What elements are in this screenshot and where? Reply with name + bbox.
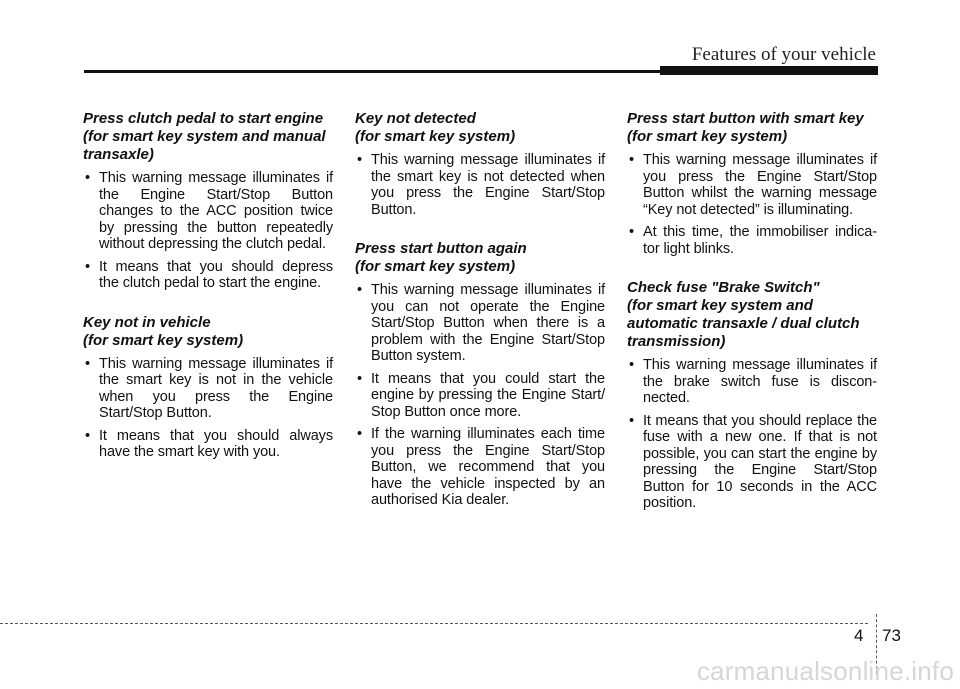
section-key-not-in-vehicle [83,314,333,461]
heading-line: transaxle) [83,146,154,163]
heading-line: Key not in vehicle [83,313,211,331]
bullet-item: • This warning message illuminates if you can not operate the Engine Start/Stop Button when there is a problem with the Engine Start/Stop Button system. [355,282,605,365]
page-header-title: Features of your vehicle [691,44,876,65]
bullet-list [83,356,333,461]
bullet-item: • It means that you should depress the clutch pedal to start the engine. [83,259,333,292]
section-clutch-pedal [83,110,333,292]
watermark: carmanualsonline.info [696,656,954,686]
heading-line: (for smart key system and manual [83,128,326,145]
bullet-list [83,170,333,292]
heading-line: automatic transaxle / dual clutch [627,315,860,332]
bullet-item: • It means that you should replace the fuse with a new one. If that is not possible, you can start the engine by pressing the Engine Start/Stop Button for 10 seconds in the ACC position. [627,413,877,512]
bullet-list [627,152,877,257]
heading-line: (for smart key system) [627,128,788,145]
section-press-start-again [355,240,605,509]
header-rule-accent [660,66,878,75]
bullet-item: • It means that you could start the engine by pressing the Engine Start/ Stop Button once more. [355,371,605,421]
heading-line: (for smart key system) [355,128,516,145]
section-heading [627,110,877,146]
section-heading [83,314,333,350]
heading-line: Press start button again [355,240,527,257]
heading-line: Press start button with smart key [627,110,864,127]
bullet-list [355,282,605,509]
heading-line: (for smart key system) [83,331,244,349]
heading-line: Key not detected [355,110,476,127]
heading-line: (for smart key system) [355,258,516,275]
heading-line: transmission) [627,333,726,350]
heading-line: (for smart key system and [627,297,813,314]
heading-line: Press clutch pedal to start engine [83,110,324,127]
section-press-start-smart-key [627,110,877,257]
section-heading [355,240,605,276]
column-1 [83,110,333,483]
bullet-item: • This warning message illuminates if the smart key is not detected when you press the Engine Start/Stop Button. [355,152,605,218]
section-heading [627,279,877,351]
chapter-number: 4 [854,626,864,645]
section-check-fuse [627,279,877,512]
bullet-item: • This warning message illuminates if the smart key is not in the vehicle when you press the Engine Start/Stop Button. [83,356,333,422]
page-number: 73 [882,626,901,645]
bullet-item: • If the warning illuminates each time you press the Engine Start/Stop Button, we recommend that you have the vehicle inspected by an authorised Kia dealer. [355,426,605,509]
bullet-item: • This warning message illuminates if the brake switch fuse is discon-nected. [627,357,877,407]
bullet-item: • It means that you should always have the smart key with you. [83,428,333,461]
column-3 [627,110,877,534]
bullet-list [355,152,605,218]
section-key-not-detected [355,110,605,218]
heading-line: Check fuse "Brake Switch" [627,279,820,296]
bullet-item: • This warning message illuminates if the Engine Start/Stop Button changes to the ACC position twice by pressing the button repeatedly without depressing the clutch pedal. [83,170,333,253]
bullet-item: • At this time, the immobiliser indica-tor light blinks. [627,224,877,257]
footer-dashed-rule [0,623,868,624]
section-heading [83,110,333,164]
bullet-list [627,357,877,512]
column-2 [355,110,605,531]
bullet-item: • This warning message illuminates if you press the Engine Start/Stop Button whilst the warning message “Key not detected” is illuminating. [627,152,877,218]
section-heading [355,110,605,146]
header-rule [84,70,662,73]
